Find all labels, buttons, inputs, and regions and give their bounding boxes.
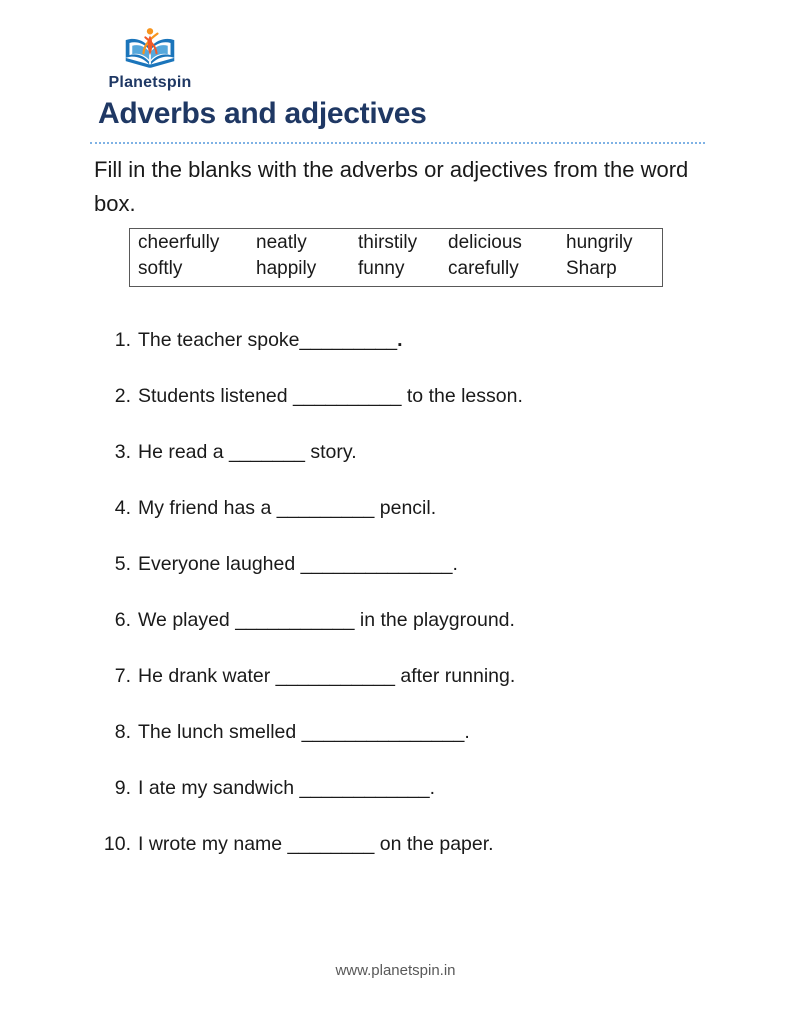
question-number: 4.: [114, 497, 131, 519]
question-text: [138, 607, 515, 634]
question-number: 1.: [114, 329, 131, 351]
question-text-main: We played ___________ in the playground.: [138, 609, 515, 631]
open-book-icon: [122, 26, 178, 73]
word-item: happily: [256, 258, 317, 279]
question-row: [90, 775, 710, 802]
word-item: neatly: [256, 232, 307, 253]
word-item: funny: [358, 258, 405, 279]
question-number: 10.: [103, 833, 131, 855]
page-title: Adverbs and adjectives: [98, 97, 427, 130]
question-row: [90, 607, 710, 634]
question-text-main: The lunch smelled _______________.: [138, 721, 470, 743]
brand-logo: [105, 26, 195, 92]
question-text: [138, 775, 435, 802]
question-text: [138, 663, 515, 690]
word-item: cheerfully: [138, 232, 220, 253]
question-text-main: Students listened __________ to the lesson.: [138, 385, 523, 407]
question-text: [138, 327, 403, 354]
question-number: 5.: [114, 553, 131, 575]
question-number: 7.: [114, 665, 131, 687]
question-row: [90, 831, 710, 858]
question-row: [90, 383, 710, 410]
question-list: [90, 327, 710, 858]
question-text-bold: .: [397, 329, 403, 351]
title-block: [90, 97, 705, 144]
question-row: [90, 663, 710, 690]
question-text-main: The teacher spoke_________: [138, 329, 398, 351]
question-text-main: I ate my sandwich ____________.: [138, 777, 436, 799]
question-number: 6.: [114, 609, 131, 631]
question-number: 9.: [114, 777, 131, 799]
word-box-row: [138, 230, 662, 256]
question-number: 2.: [114, 385, 131, 407]
question-number: 3.: [114, 441, 131, 463]
question-text: [138, 719, 470, 746]
question-text: [138, 439, 357, 466]
question-text: [138, 551, 458, 578]
question-row: [90, 551, 710, 578]
word-item: Sharp: [566, 258, 617, 279]
question-text-main: He drank water ___________ after running.: [138, 665, 516, 687]
word-item: softly: [138, 258, 183, 279]
question-text: [138, 383, 523, 410]
word-item: delicious: [448, 232, 522, 253]
question-text-main: Everyone laughed ______________.: [138, 553, 458, 575]
word-box: [129, 228, 663, 287]
word-box-row: [138, 256, 662, 282]
word-item: carefully: [448, 258, 519, 279]
question-text-main: I wrote my name ________ on the paper.: [138, 833, 494, 855]
question-row: [90, 719, 710, 746]
instruction-text: Fill in the blanks with the adverbs or adjectives from the word box.: [94, 157, 689, 216]
word-item: hungrily: [566, 232, 633, 253]
word-item: thirstily: [358, 232, 418, 253]
question-text: [138, 831, 494, 858]
question-number: 8.: [114, 721, 131, 743]
question-text: [138, 495, 436, 522]
brand-name: Planetspin: [108, 74, 192, 91]
question-text-main: He read a _______ story.: [138, 441, 357, 463]
question-row: [90, 439, 710, 466]
question-row: [90, 495, 710, 522]
question-text-main: My friend has a _________ pencil.: [138, 497, 437, 519]
footer-url: www.planetspin.in: [335, 962, 456, 979]
question-row: [90, 327, 710, 354]
